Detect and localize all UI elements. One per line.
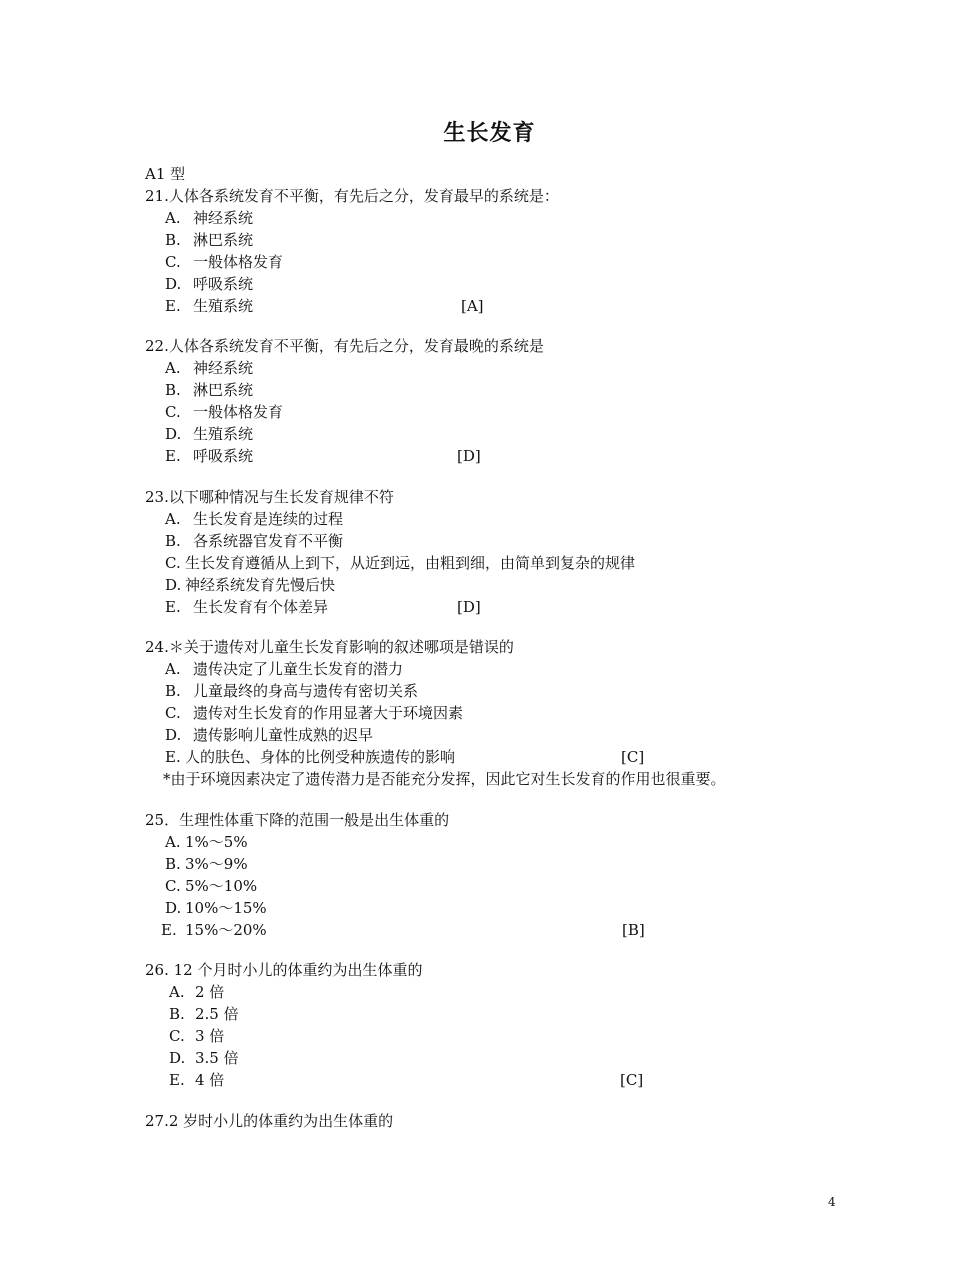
question-stem: 23.以下哪种情况与生长发育规律不符 xyxy=(145,488,394,506)
question-stem: 27.2 岁时小儿的体重约为出生体重的 xyxy=(145,1112,394,1130)
option-b xyxy=(145,530,845,552)
option-c xyxy=(145,702,845,724)
option-letter: D. xyxy=(165,899,182,917)
option-b xyxy=(145,1003,845,1025)
option-letter: A. xyxy=(165,359,181,377)
option-letter: D. xyxy=(165,275,182,293)
option-letter: B. xyxy=(165,855,181,873)
option-text: 4 倍 xyxy=(195,1071,225,1089)
question-27 xyxy=(145,1110,845,1132)
option-letter: B. xyxy=(165,682,181,700)
option-b xyxy=(145,379,845,401)
option-text: 3.5 倍 xyxy=(195,1049,239,1067)
option-a xyxy=(145,357,845,379)
option-a xyxy=(145,508,845,530)
option-d xyxy=(145,273,845,295)
option-letter: B. xyxy=(165,532,181,550)
question-25 xyxy=(145,809,845,941)
option-a xyxy=(145,981,845,1003)
option-letter: B. xyxy=(165,231,181,249)
option-text: 神经系统发育先慢后快 xyxy=(185,576,336,594)
question-23 xyxy=(145,486,845,618)
option-text: 生殖系统 xyxy=(193,425,254,443)
option-letter: E. xyxy=(169,1071,185,1089)
answer-key: [C] xyxy=(620,1071,644,1089)
option-text: 生长发育是连续的过程 xyxy=(193,510,344,528)
option-text: 10%～15% xyxy=(185,899,267,917)
option-text: 各系统器官发育不平衡 xyxy=(193,532,344,550)
option-c xyxy=(145,1025,845,1047)
option-b xyxy=(145,229,845,251)
option-letter: A. xyxy=(165,660,181,678)
option-c xyxy=(145,401,845,423)
option-letter: C. xyxy=(165,554,181,572)
option-letter: E. xyxy=(165,447,181,465)
option-b xyxy=(145,853,845,875)
option-e xyxy=(145,596,845,618)
option-e xyxy=(145,445,845,467)
answer-key: [C] xyxy=(621,748,645,766)
option-text: 儿童最终的身高与遗传有密切关系 xyxy=(193,682,419,700)
option-text: 生长发育遵循从上到下，从近到远，由粗到细，由简单到复杂的规律 xyxy=(185,554,636,572)
question-24 xyxy=(145,636,845,790)
option-d xyxy=(145,897,845,919)
option-letter: A. xyxy=(169,983,185,1001)
option-text: 淋巴系统 xyxy=(193,231,254,249)
option-text: 3%～9% xyxy=(185,855,248,873)
option-letter: B. xyxy=(165,381,181,399)
option-text: 一般体格发育 xyxy=(193,253,284,271)
option-letter: B. xyxy=(169,1005,185,1023)
option-text: 神经系统 xyxy=(193,209,254,227)
option-c xyxy=(145,875,845,897)
option-b xyxy=(145,680,845,702)
option-letter: A. xyxy=(165,209,181,227)
option-a xyxy=(145,831,845,853)
section-type-label: A1 型 xyxy=(145,165,186,183)
option-d xyxy=(145,423,845,445)
option-letter: A. xyxy=(165,510,181,528)
option-text: 人的肤色、身体的比例受种族遗传的影响 xyxy=(185,748,456,766)
page-number: 4 xyxy=(828,1195,836,1209)
option-text: 2 倍 xyxy=(195,983,225,1001)
answer-key: [A] xyxy=(461,297,484,315)
question-stem: 25．生理性体重下降的范围一般是出生体重的 xyxy=(145,811,450,829)
option-text: 生长发育有个体差异 xyxy=(193,598,329,616)
option-c xyxy=(145,251,845,273)
option-text: 15%～20% xyxy=(185,921,267,939)
option-e xyxy=(145,919,845,941)
option-letter: D. xyxy=(165,425,182,443)
option-letter: E. xyxy=(161,921,177,939)
question-stem: 26. 12 个月时小儿的体重约为出生体重的 xyxy=(145,961,423,979)
option-a xyxy=(145,658,845,680)
option-text: 神经系统 xyxy=(193,359,254,377)
option-text: 生殖系统 xyxy=(193,297,254,315)
option-e xyxy=(145,1069,845,1091)
option-letter: E. xyxy=(165,748,181,766)
option-e xyxy=(145,746,845,768)
question-stem: 21.人体各系统发育不平衡，有先后之分，发育最早的系统是： xyxy=(145,187,559,205)
answer-key: [D] xyxy=(457,598,481,616)
option-text: 3 倍 xyxy=(195,1027,225,1045)
option-letter: D. xyxy=(165,726,182,744)
option-letter: C. xyxy=(169,1027,185,1045)
option-e xyxy=(145,295,845,317)
option-text: 遗传影响儿童性成熟的迟早 xyxy=(193,726,374,744)
option-letter: E. xyxy=(165,598,181,616)
question-21 xyxy=(145,185,845,317)
option-letter: D. xyxy=(169,1049,186,1067)
option-letter: C. xyxy=(165,877,181,895)
option-d xyxy=(145,1047,845,1069)
option-letter: D. xyxy=(165,576,182,594)
option-letter: C. xyxy=(165,403,181,421)
option-letter: A. xyxy=(165,833,181,851)
option-text: 1%～5% xyxy=(185,833,248,851)
option-text: 遗传决定了儿童生长发育的潜力 xyxy=(193,660,404,678)
question-26 xyxy=(145,959,845,1091)
option-a xyxy=(145,207,845,229)
option-letter: E. xyxy=(165,297,181,315)
question-stem: 22.人体各系统发育不平衡，有先后之分，发育最晚的系统是 xyxy=(145,337,544,355)
option-d xyxy=(145,574,845,596)
option-text: 一般体格发育 xyxy=(193,403,284,421)
answer-key: [D] xyxy=(457,447,481,465)
question-22 xyxy=(145,335,845,467)
question-stem: 24.＊关于遗传对儿童生长发育影响的叙述哪项是错误的 xyxy=(145,638,514,656)
option-letter: C. xyxy=(165,253,181,271)
option-text: 2.5 倍 xyxy=(195,1005,239,1023)
explanation-note: *由于环境因素决定了遗传潜力是否能充分发挥，因此它对生长发育的作用也很重要。 xyxy=(163,770,726,788)
answer-key: [B] xyxy=(622,921,645,939)
option-c xyxy=(145,552,845,574)
option-text: 呼吸系统 xyxy=(193,275,254,293)
option-text: 呼吸系统 xyxy=(193,447,254,465)
option-text: 遗传对生长发育的作用显著大于环境因素 xyxy=(193,704,464,722)
option-letter: C. xyxy=(165,704,181,722)
page-title: 生长发育 xyxy=(443,120,536,146)
option-text: 5%～10% xyxy=(185,877,258,895)
option-text: 淋巴系统 xyxy=(193,381,254,399)
option-d xyxy=(145,724,845,746)
